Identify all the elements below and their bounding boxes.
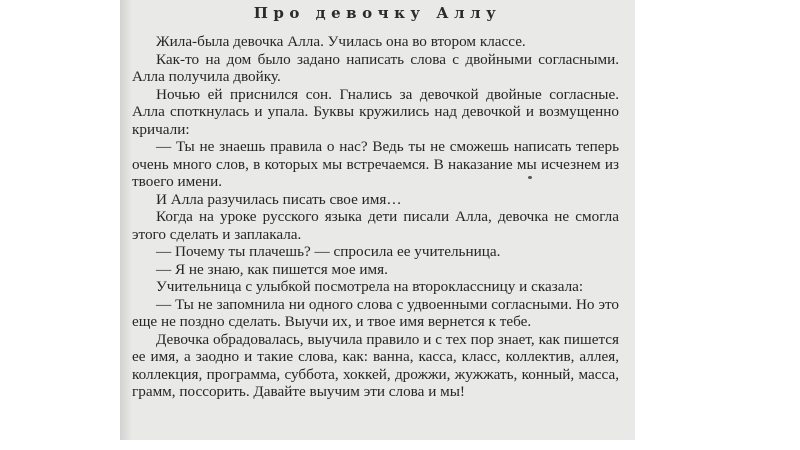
paragraph: И Алла разучилась писать свое имя…: [156, 190, 402, 208]
paragraph: — Я не знаю, как пишется мое имя.: [156, 260, 388, 278]
paragraph: — Ты не запомнила ни одного слова с удвоенными согласными. Но это еще не поздно сделать. Выучи их, и твое имя вернется к тебе.: [132, 295, 619, 330]
paragraph: — Ты не знаешь правила о нас? Ведь ты не сможешь написать теперь очень много слов, в которых мы встречаемся. В наказание мы исчезнем из твоего имени.: [132, 138, 619, 190]
paragraph: Как-то на дом было задано написать слова с двойными согласными. Алла получила двойку.: [132, 50, 619, 85]
paragraph: Жила-была девочка Алла. Училась она во втором классе.: [156, 33, 526, 50]
paragraph: Девочка обрадовалась, выучила правило и с тех пор знает, как пишется ее имя, а заодно и такие слова, как: ванна, касса, класс, коллектив, аллея, коллекция, программа, суббота, хоккей, дрожжи, жужжать, конный, масса, грамм, поссорить. Давайте выучим эти слова и мы!: [132, 330, 619, 400]
paragraph: Учительница с улыбкой посмотрела на второклассницу и сказала:: [156, 278, 584, 295]
story-body: [132, 33, 619, 401]
paragraph: Когда на уроке русского языка дети писали Алла, девочка не смогла этого сделать и заплакала.: [132, 208, 619, 243]
scanned-book-page: [120, 0, 635, 440]
scan-speck: [528, 176, 532, 179]
story-title: Про девочку Аллу: [253, 4, 502, 22]
paragraph: Ночью ей приснился сон. Гнались за девочкой двойные согласные. Алла споткнулась и упала. Буквы кружились над девочкой и возмущенно кричали:: [132, 85, 619, 138]
paragraph: — Почему ты плачешь? — спросила ее учительница.: [156, 243, 501, 260]
